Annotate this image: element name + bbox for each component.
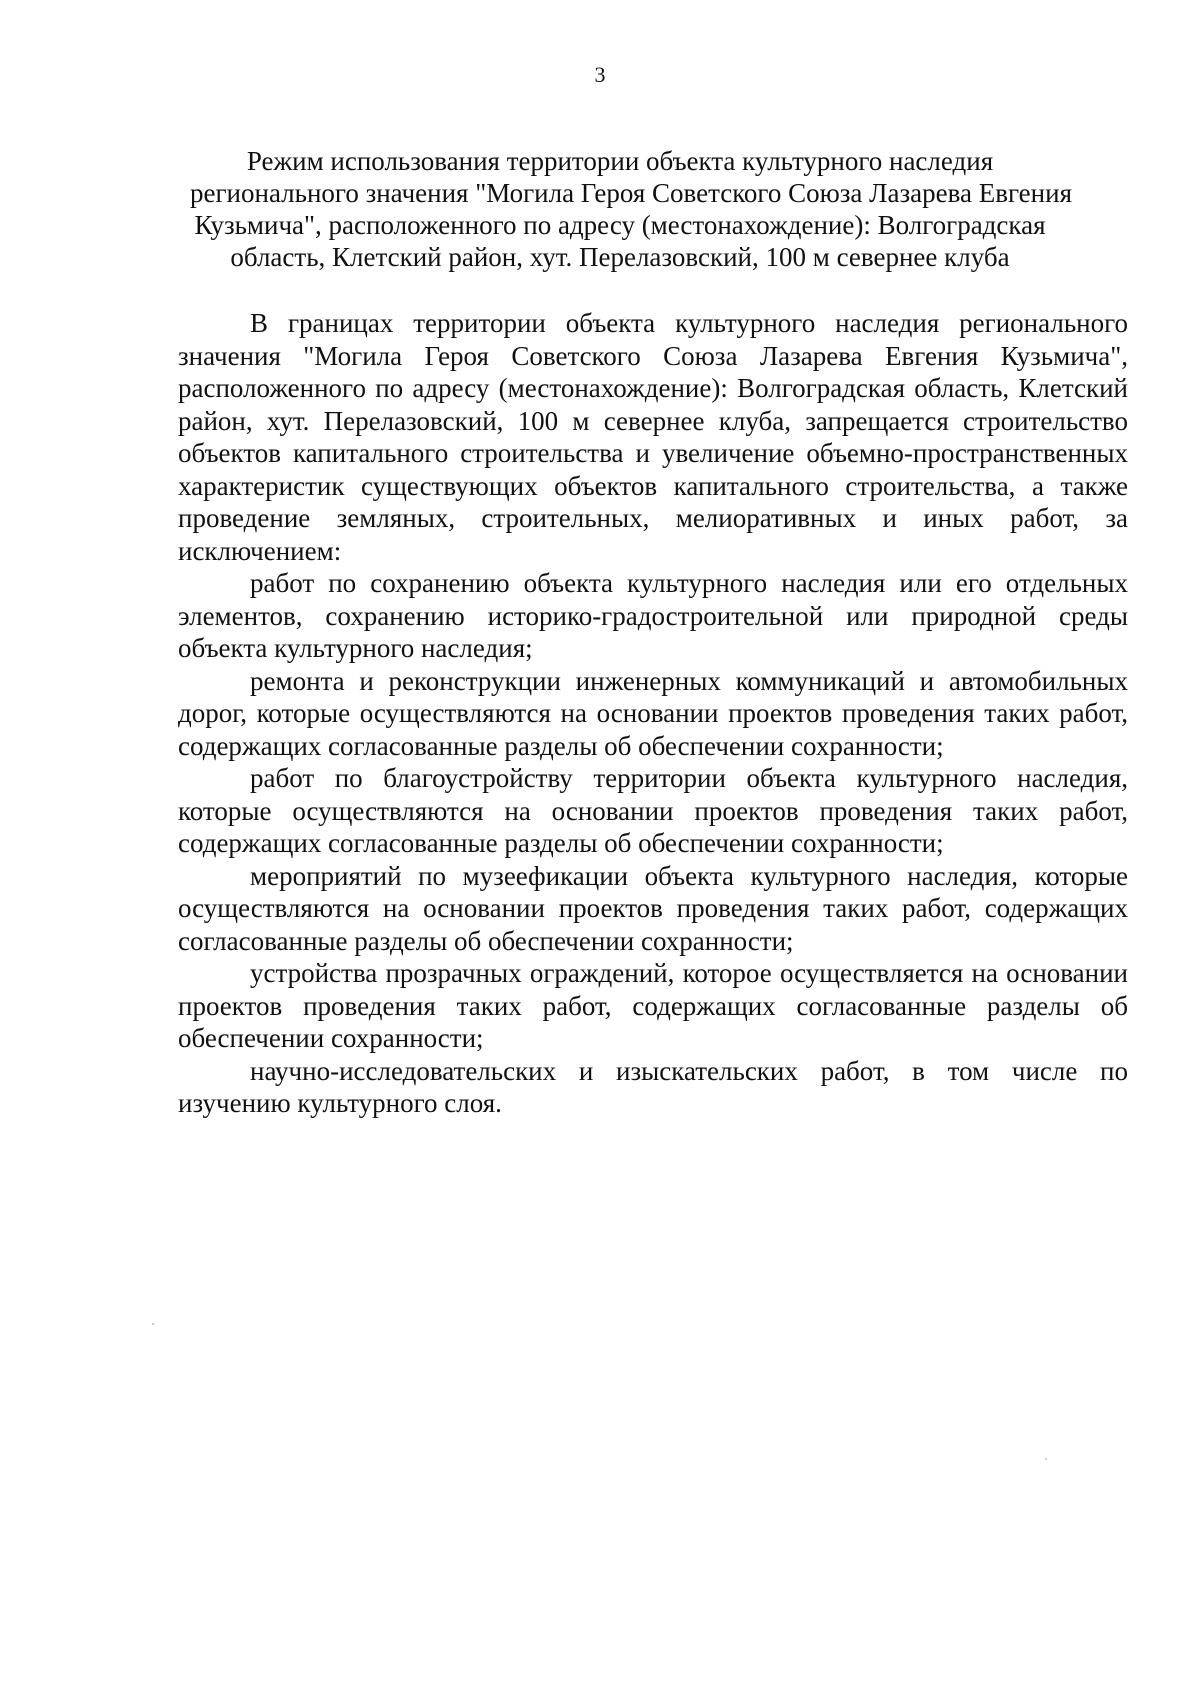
title-line: область, Клетский район, хут. Перелазовский, 100 м севернее клуба xyxy=(230,242,1010,272)
exception-item: работ по сохранению объекта культурного наследия или его отдельных элементов, сохранению историко-градостроительной или природной среды объекта культурного наследия; xyxy=(178,568,1128,663)
exception-item: устройства прозрачных ограждений, которое осуществляется на основании проектов проведения таких работ, содержащих согласованные разделы об обеспечении сохранности; xyxy=(178,958,1128,1053)
scan-speck xyxy=(1045,1458,1047,1460)
document-body xyxy=(178,307,1128,1120)
title-line: Кузьмича", расположенного по адресу (местонахождение): Волгоградская xyxy=(194,210,1046,240)
scan-speck xyxy=(152,1323,154,1325)
exception-item: мероприятий по музеефикации объекта культурного наследия, которые осуществляются на основании проектов проведения таких работ, содержащих согласованные разделы об обеспечении сохранности; xyxy=(178,860,1128,956)
exception-item: ремонта и реконструкции инженерных коммуникаций и автомобильных дорог, которые осуществляются на основании проектов проведения таких работ, содержащих согласованные разделы об обеспечении сохранности; xyxy=(178,665,1128,761)
intro-paragraph: В границах территории объекта культурного наследия регионального значения "Могила Героя Советского Союза Лазарева Евгения Кузьмича", расположенного по адресу (местонахождение): Волгоградская область, Клетский район, хут. Перелазовский, 100 м севернее клуба, запрещается строительство объектов капитального строительства и увеличение объемно-пространственных характеристик существующих объектов капитального строительства, а также проведение земляных, строительных, мелиоративных и иных работ, за исключением: xyxy=(178,308,1128,566)
document-title xyxy=(190,145,1072,273)
exception-item: работ по благоустройству территории объекта культурного наследия, которые осуществляются на основании проектов проведения таких работ, содержащих согласованные разделы об обеспечении сохранности; xyxy=(178,763,1128,858)
title-line: Режим использования территории объекта культурного наследия xyxy=(246,146,994,176)
page-number: 3 xyxy=(594,62,606,87)
exception-item: научно-исследовательских и изыскательских работ, в том числе по изучению культурного слоя. xyxy=(178,1055,1128,1118)
title-line: регионального значения "Могила Героя Советского Союза Лазарева Евгения xyxy=(190,178,1072,208)
